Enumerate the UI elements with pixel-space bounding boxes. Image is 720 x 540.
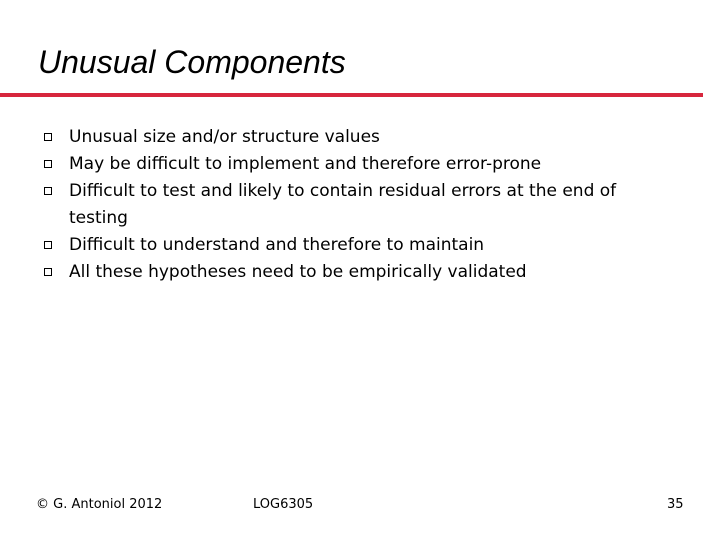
bullet-text: Difficult to test and likely to contain residual errors at the end of testing — [69, 181, 617, 228]
bullet-item — [44, 232, 664, 259]
bullet-text: Unusual size and/or structure values — [69, 127, 380, 147]
bullet-item — [44, 178, 664, 232]
bullet-item — [44, 259, 664, 286]
square-bullet-icon — [44, 187, 52, 195]
square-bullet-icon — [44, 268, 52, 276]
bullet-text: Difficult to understand and therefore to maintain — [69, 235, 485, 255]
bullet-list — [44, 124, 664, 286]
bullet-text: May be difficult to implement and therefore error-prone — [69, 154, 542, 174]
bullet-item — [44, 151, 664, 178]
bullet-item — [44, 124, 664, 151]
slide-title: Unusual Components — [38, 44, 346, 80]
title-divider — [0, 93, 703, 97]
square-bullet-icon — [44, 133, 52, 141]
bullet-text: All these hypotheses need to be empirically validated — [69, 262, 527, 282]
footer-course-code: LOG6305 — [253, 497, 314, 512]
square-bullet-icon — [44, 241, 52, 249]
page-number: 35 — [667, 497, 684, 512]
footer-copyright: © G. Antoniol 2012 — [36, 497, 163, 512]
square-bullet-icon — [44, 160, 52, 168]
